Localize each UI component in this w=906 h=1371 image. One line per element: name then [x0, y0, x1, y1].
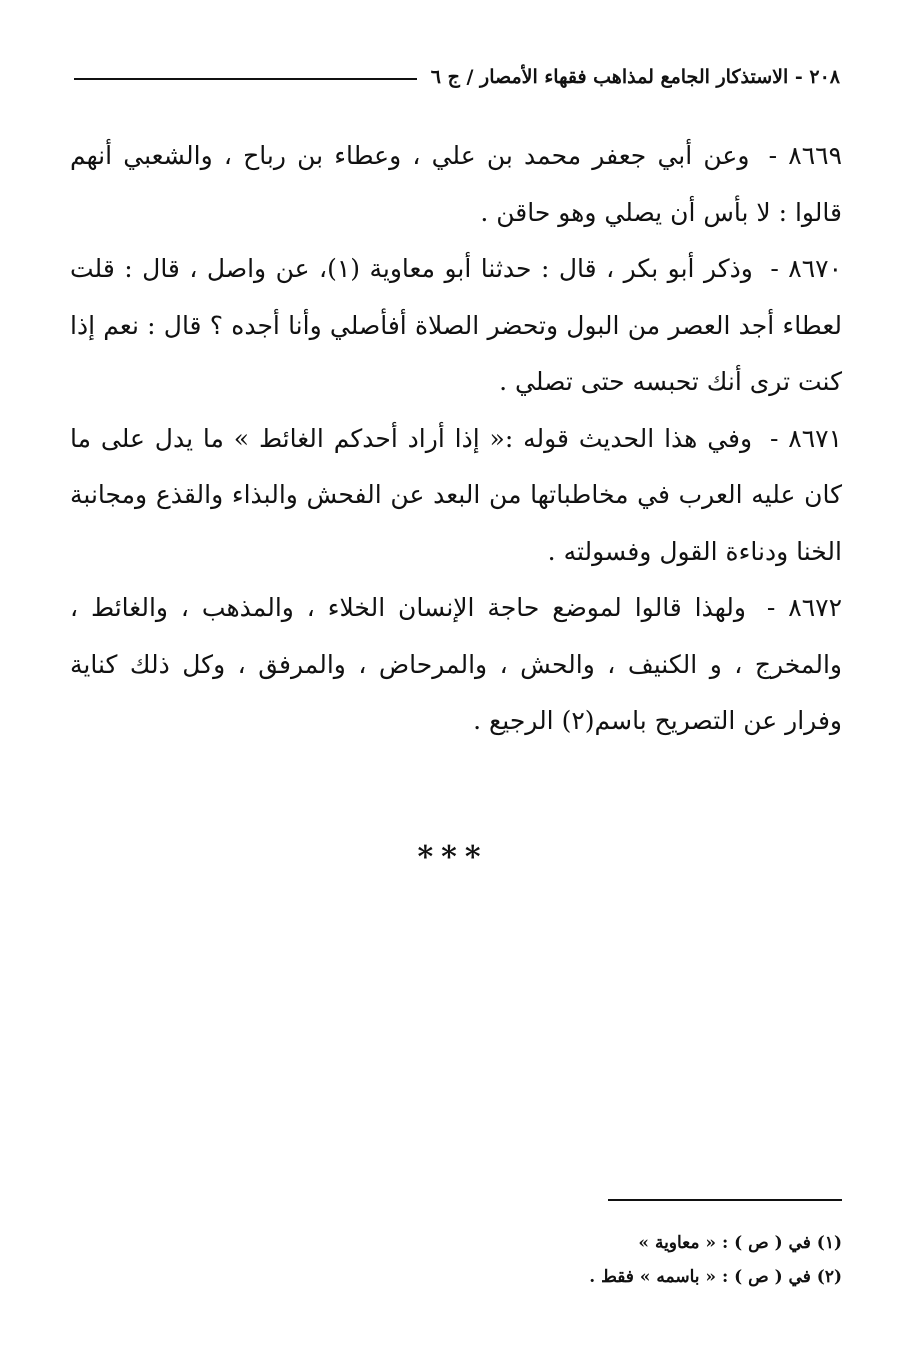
- footnote-rule: [608, 1199, 842, 1201]
- section-separator: ***: [417, 840, 489, 875]
- paragraph-text: ولهذا قالوا لموضع حاجة الإنسان الخلاء ، والمذهب ، والغائط ، والمخرج ، و الكنيف ، والحش ، والمرحاض ، والمرفق ، وكل ذلك كناية وفرار عن التصريح باسم(٢) الرجيع .: [70, 593, 842, 735]
- paragraph-8670: [70, 241, 842, 411]
- paragraph-8669: [70, 128, 842, 241]
- main-text: [70, 128, 842, 750]
- footnote-1: (١) في ( ص ) : « معاوية »: [638, 1233, 842, 1253]
- paragraph-text: وفي هذا الحديث قوله :« إذا أراد أحدكم الغائط » ما يدل على ما كان عليه العرب في مخاطباتها من البعد عن الفحش والبذاء والقذع ومجانبة الخنا ودناءة القول وفسولته .: [70, 423, 842, 566]
- paragraph-number: ٨٦٧٢ -: [766, 593, 842, 622]
- footnotes: [70, 1226, 842, 1294]
- header-rule: [74, 78, 417, 80]
- paragraph-number: ٨٦٦٩ -: [768, 141, 842, 170]
- paragraph-text: وعن أبي جعفر محمد بن علي ، وعطاء بن رباح ، والشعبي أنهم قالوا : لا بأس أن يصلي وهو حاقن .: [70, 141, 842, 227]
- paragraph-text: وذكر أبو بكر ، قال : حدثنا أبو معاوية (١)، عن واصل ، قال : قلت لعطاء أجد العصر من البول وتحضر الصلاة أفأصلي وأنا أجده ؟ قال : نعم إذا كنت ترى أنك تحبسه حتى تصلي .: [70, 254, 842, 396]
- running-header: [74, 62, 840, 92]
- paragraph-number: ٨٦٧٠ -: [770, 254, 842, 283]
- header-title: ٢٠٨ - الاستذكار الجامع لمذاهب فقهاء الأمصار / ج ٦: [430, 66, 840, 88]
- paragraph-8672: [70, 580, 842, 750]
- paragraph-number: ٨٦٧١ -: [769, 423, 842, 453]
- paragraph-8671: [70, 411, 842, 581]
- footnote-2: (٢) في ( ص ) : « باسمه » فقط .: [589, 1267, 842, 1287]
